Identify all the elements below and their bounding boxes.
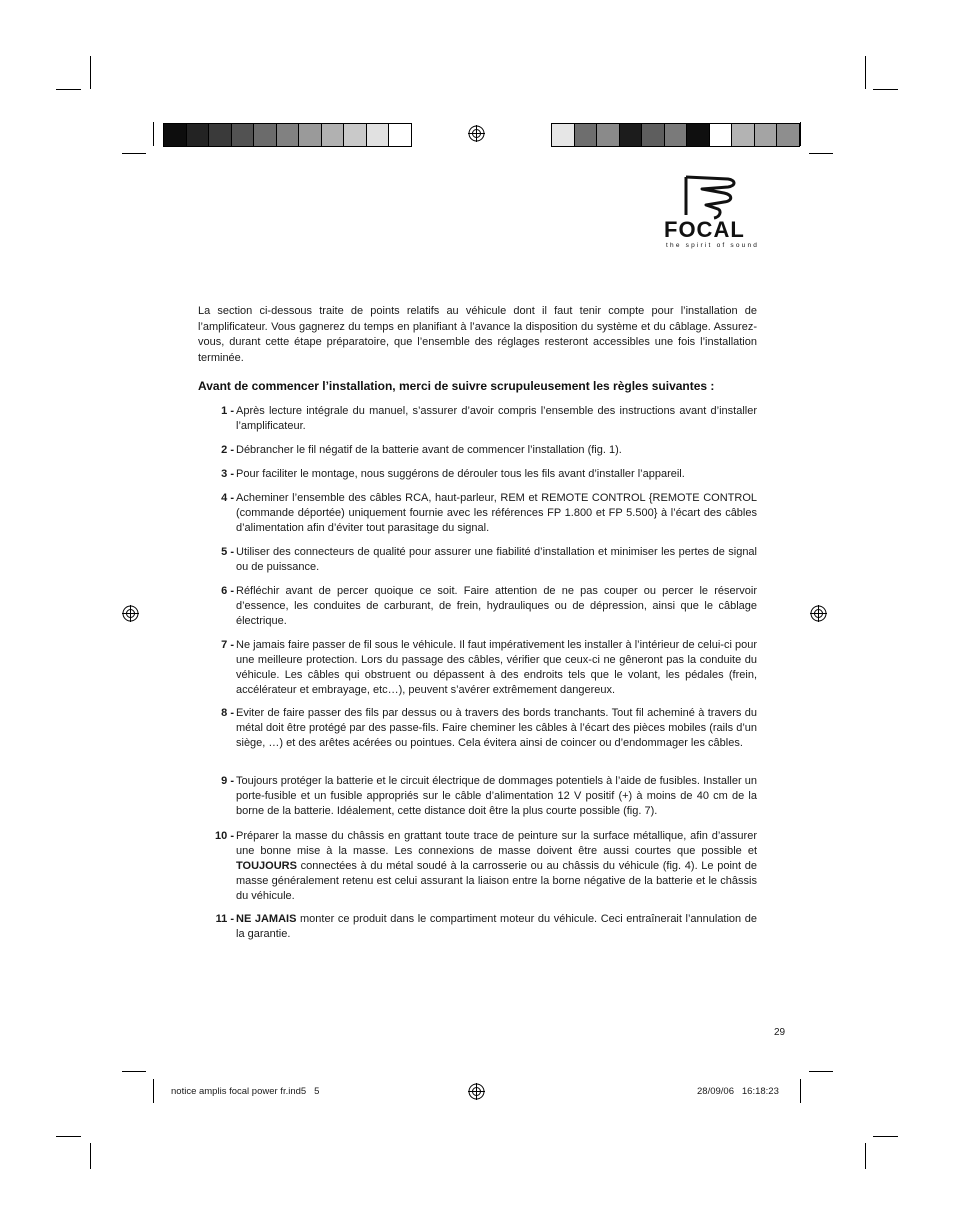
color-swatch (687, 124, 710, 146)
focal-logo-brand: FOCAL (664, 217, 745, 242)
color-swatch (552, 124, 575, 146)
list-item-text (236, 829, 757, 904)
list-item-emphasis: TOUJOURS (236, 860, 297, 872)
registration-mark-right-icon (810, 605, 827, 622)
crop-mark (809, 153, 833, 154)
color-swatch (187, 124, 210, 146)
color-swatch (367, 124, 390, 146)
crop-mark (809, 1071, 833, 1072)
list-item (198, 829, 757, 904)
list-item (198, 774, 757, 819)
list-item-text-part: monter ce produit dans le compartiment moteur du véhicule. Ceci entraînerait l’annulation de la garantie. (236, 913, 757, 940)
list-item-number: 8 - (221, 707, 234, 719)
list-item-number: 5 - (221, 546, 234, 558)
focal-logo-tagline: the spirit of sound (666, 242, 760, 249)
list-item-text-part: Préparer la masse du châssis en grattant toute trace de peinture sur la surface métallique, afin d’assurer une bonne mise à la masse. Les connexions de masse doivent être aussi courtes que possible et (236, 830, 757, 857)
list-item-text: Ne jamais faire passer de fil sous le véhicule. Il faut impérativement les installer à l’intérieur de celui-ci pour une meilleure protection. Lors du passage des câbles, vérifier que ceux-ci ne gêneront pas la conduite du véhicule. Les câbles qui obstruent ou dépassent à des endroits tels que le volant, les pédales (frein, accélérateur et embrayage, etc…), peuvent s’avérer extrêmement dangereux. (236, 639, 757, 696)
list-item-text: Acheminer l’ensemble des câbles RCA, haut-parleur, REM et REMOTE CONTROL {REMOTE CONTROL (commande déportée) uniquement fournie avec les références FP 1.800 et FP 5.500} à l’écart des câbles d’alimentation afin d’éviter tout parasitage du signal. (236, 492, 757, 534)
color-swatch (344, 124, 367, 146)
list-item-number: 1 - (221, 405, 234, 417)
color-swatch (710, 124, 733, 146)
crop-mark (873, 89, 898, 90)
color-swatch (389, 124, 411, 146)
list-item-number: 3 - (221, 468, 234, 480)
list-item (198, 706, 757, 751)
color-swatch (755, 124, 778, 146)
color-bar-left (163, 123, 412, 147)
color-swatch (642, 124, 665, 146)
list-item-text-part: connectées à du métal soudé à la carrosserie ou au châssis du véhicule (fig. 4). Le point de masse généralement retenu est celui assurant la liaison entre la borne négative de la batterie et le châssis du véhicule. (236, 860, 757, 902)
footer-filename: notice amplis focal power fr.ind5 5 (171, 1086, 320, 1097)
color-swatch (575, 124, 598, 146)
list-item (198, 467, 757, 482)
list-item-number: 11 - (215, 913, 234, 925)
list-item-text (236, 912, 757, 942)
color-swatch (777, 124, 799, 146)
list-item-number: 9 - (221, 775, 234, 787)
crop-mark (865, 56, 866, 89)
list-item (198, 404, 757, 434)
list-item-text: Eviter de faire passer des fils par dessus ou à travers des bords tranchants. Tout fil acheminé à travers du métal doit être protégé par des passe-fils. Faire cheminer les câbles à l’écart des pièces mobiles (rails d’un siège, …) et des arêtes acérées ou pointues. Cela évitera ainsi de coincer ou d’endommager les câbles. (236, 707, 757, 749)
crop-mark (153, 122, 154, 146)
list-item (198, 638, 757, 698)
intro-paragraph: La section ci-dessous traite de points relatifs au véhicule dont il faut tenir compte pour l’installation de l’amplificateur. Vous gagnerez du temps en planifiant à l’avance la disposition du système et du câblage. Assurez-vous, durant cette étape préparatoire, que l’ensemble des réglages resteront accessibles une fois l’installation terminée. (198, 305, 757, 364)
list-item-text: Toujours protéger la batterie et le circuit électrique de dommages potentiels à l’aide de fusibles. Installer un porte-fusible et un fusible appropriés sur le câble d’alimentation 12 V positif (+) à moins de 40 cm de la borne de la batterie. Idéalement, cette distance doit être la plus courte possible (fig. 7). (236, 775, 757, 817)
registration-mark-top-icon (468, 125, 485, 142)
color-swatch (209, 124, 232, 146)
crop-mark (122, 1071, 146, 1072)
list-item-text: Réfléchir avant de percer quoique ce soit. Faire attention de ne pas couper ou percer le réservoir d’essence, les conduites de carburant, de frein, hydrauliques ou de dépression, ainsi que le câblage électrique. (236, 585, 757, 627)
crop-mark (873, 1136, 898, 1137)
color-swatch (620, 124, 643, 146)
list-item (198, 584, 757, 629)
footer-datetime: 28/09/06 16:18:23 (697, 1086, 779, 1097)
color-swatch (164, 124, 187, 146)
crop-mark (122, 153, 146, 154)
list-item (198, 912, 757, 942)
list-item-text: Pour faciliter le montage, nous suggérons de dérouler tous les fils avant d’installer l’appareil. (236, 468, 685, 480)
crop-mark (90, 56, 91, 89)
color-bar-right (551, 123, 800, 147)
list-item-number: 2 - (221, 444, 234, 456)
crop-mark (800, 1079, 801, 1103)
list-item-number: 10 - (215, 830, 234, 842)
section-lead: Avant de commencer l’installation, merci de suivre scrupuleusement les règles suivantes : (198, 379, 715, 393)
list-item-emphasis: NE JAMAIS (236, 913, 297, 925)
color-swatch (277, 124, 300, 146)
color-swatch (322, 124, 345, 146)
page-number: 29 (774, 1027, 786, 1038)
list-item (198, 443, 757, 458)
color-swatch (665, 124, 688, 146)
list-item-number: 6 - (221, 585, 234, 597)
list-item-text: Débrancher le fil négatif de la batterie avant de commencer l’installation (fig. 1). (236, 444, 622, 456)
focal-logo (664, 173, 760, 253)
color-swatch (597, 124, 620, 146)
crop-mark (56, 1136, 81, 1137)
color-swatch (299, 124, 322, 146)
list-item (198, 545, 757, 575)
crop-mark (153, 1079, 154, 1103)
list-item-text: Après lecture intégrale du manuel, s’assurer d’avoir compris l’ensemble des instructions avant d’installer l’amplificateur. (236, 405, 757, 432)
registration-mark-left-icon (122, 605, 139, 622)
color-swatch (732, 124, 755, 146)
list-item-number: 4 - (221, 492, 234, 504)
list-item-text: Utiliser des connecteurs de qualité pour assurer une fiabilité d’installation et minimiser les pertes de signal ou de puissance. (236, 546, 757, 573)
color-swatch (254, 124, 277, 146)
crop-mark (865, 1143, 866, 1169)
crop-mark (90, 1143, 91, 1169)
color-swatch (232, 124, 255, 146)
list-item (198, 491, 757, 536)
registration-mark-bottom-icon (468, 1083, 485, 1100)
crop-mark (56, 89, 81, 90)
list-item-number: 7 - (221, 639, 234, 651)
crop-mark (800, 122, 801, 146)
